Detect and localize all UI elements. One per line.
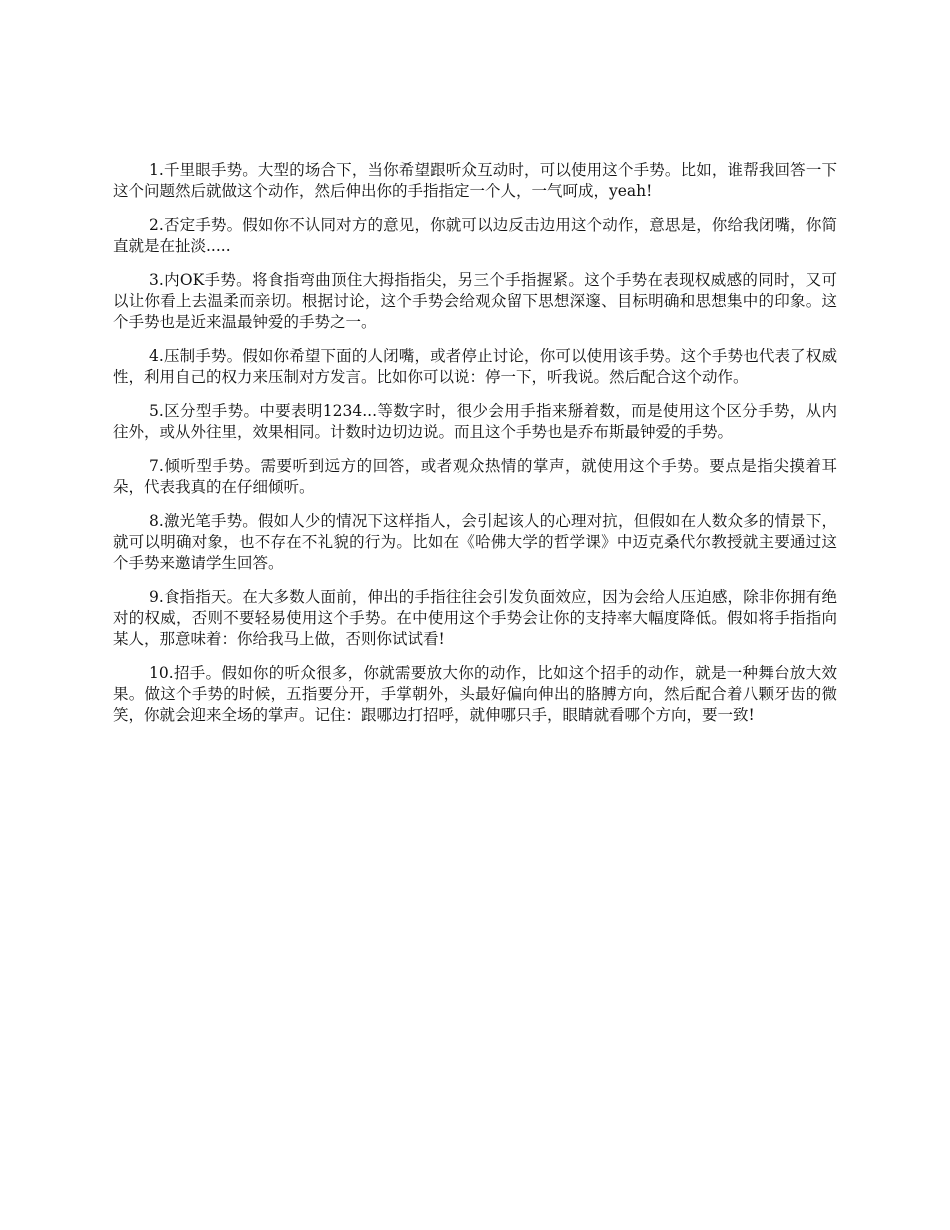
paragraph-3-inner-ok-gesture: 3.内OK手势。将食指弯曲顶住大拇指指尖，另三个手指握紧。这个手势在表现权威感的同时，又可以让你看上去温柔而亲切。根据讨论，这个手势会给观众留下思想深邃、目标明确和思想集中的印象。这个手势也是近来温最钟爱的手势之一。 — [113, 271, 837, 331]
paragraph-4-suppress-gesture: 4.压制手势。假如你希望下面的人闭嘴，或者停止讨论，你可以使用该手势。这个手势也代表了权威性，利用自己的权力来压制对方发言。比如你可以说：停一下，听我说。然后配合这个动作。 — [113, 347, 837, 386]
paragraph-8-laser-pointer-gesture: 8.激光笔手势。假如人少的情况下这样指人，会引起该人的心理对抗，但假如在人数众多的情景下，就可以明确对象，也不存在不礼貌的行为。比如在《哈佛大学的哲学课》中迈克桑代尔教授就主要通过这个手势来邀请学生回答。 — [113, 512, 837, 572]
paragraph-7-listening-gesture: 7.倾听型手势。需要听到远方的回答，或者观众热情的掌声，就使用这个手势。要点是指尖摸着耳朵，代表我真的在仔细倾听。 — [113, 457, 837, 496]
paragraph-10-waving-gesture: 10.招手。假如你的听众很多，你就需要放大你的动作，比如这个招手的动作，就是一种舞台放大效果。做这个手势的时候，五指要分开，手掌朝外，头最好偏向伸出的胳膊方向，然后配合着八颗牙齿的微笑，你就会迎来全场的掌声。记住：跟哪边打招呼，就伸哪只手，眼睛就看哪个方向，要一致! — [113, 664, 837, 724]
paragraph-9-index-finger-up: 9.食指指天。在大多数人面前，伸出的手指往往会引发负面效应，因为会给人压迫感，除非你拥有绝对的权威，否则不要轻易使用这个手势。在中使用这个手势会让你的支持率大幅度降低。假如将手指指向某人，那意味着：你给我马上做，否则你试试看! — [113, 588, 837, 648]
paragraph-2-negation-gesture: 2.否定手势。假如你不认同对方的意见，你就可以边反击边用这个动作，意思是，你给我闭嘴，你简直就是在扯淡..... — [113, 216, 837, 255]
paragraph-5-distinguish-gesture: 5.区分型手势。中要表明1234...等数字时，很少会用手指来掰着数，而是使用这个区分手势，从内往外，或从外往里，效果相同。计数时边切边说。而且这个手势也是乔布斯最钟爱的手势。 — [113, 402, 837, 441]
paragraph-1-telescope-gesture: 1.千里眼手势。大型的场合下，当你希望跟听众互动时，可以使用这个手势。比如，谁帮我回答一下这个问题然后就做这个动作，然后伸出你的手指指定一个人，一气呵成，yeah! — [113, 161, 837, 200]
document-body — [113, 160, 837, 739]
